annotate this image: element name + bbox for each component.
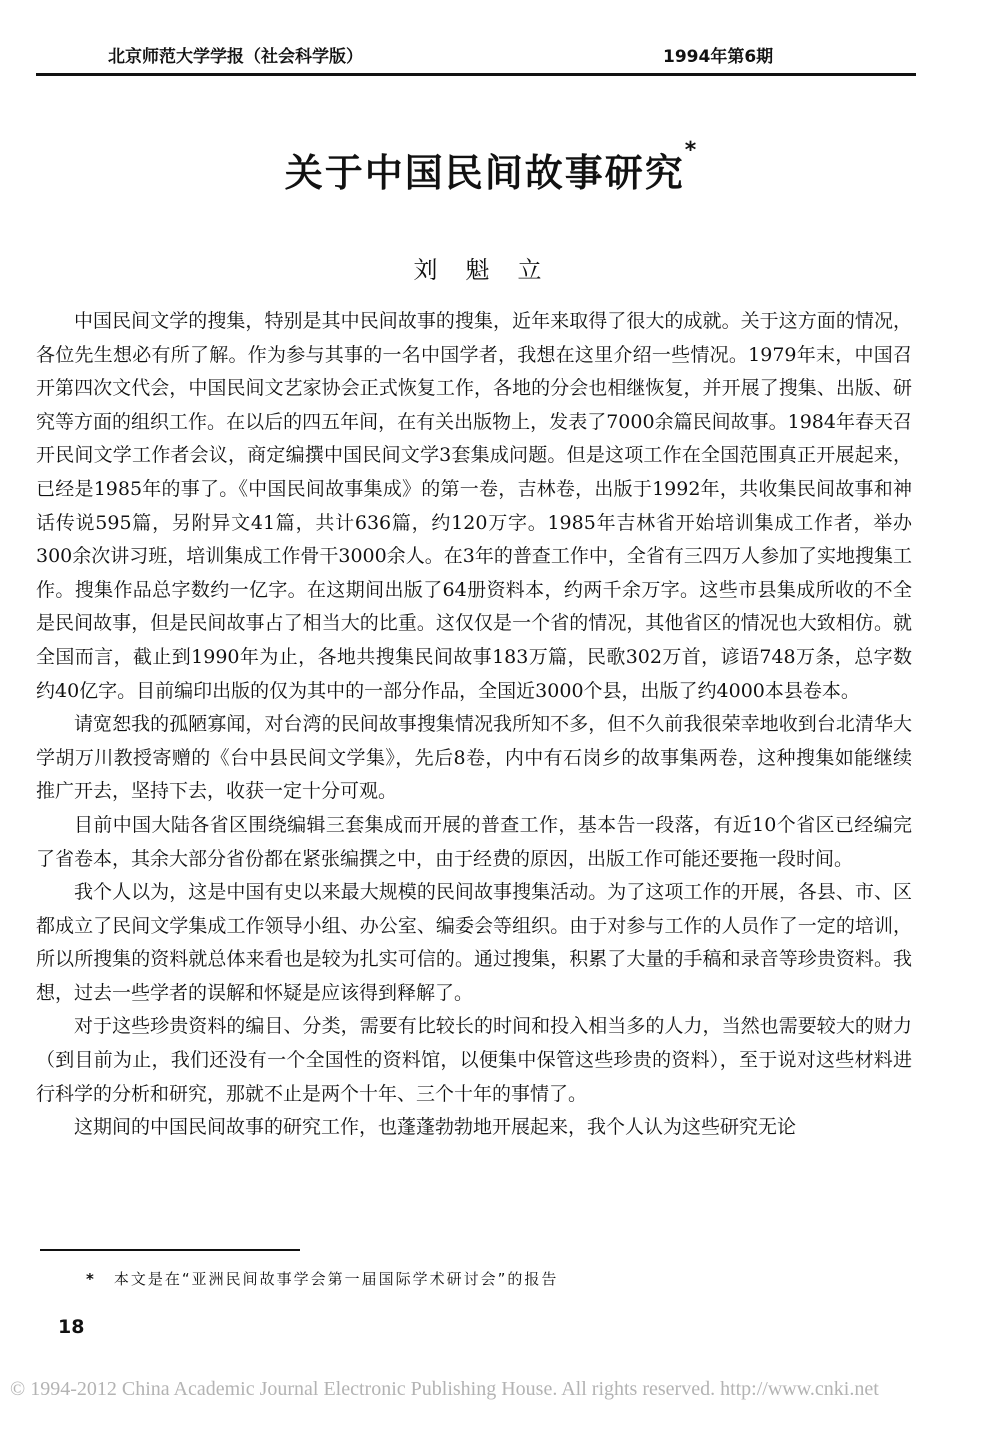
footnote (86, 1268, 558, 1289)
paragraph: 中国民间文学的搜集，特别是其中民间故事的搜集，近年来取得了很大的成就。关于这方面的情况，各位先生想必有所了解。作为参与其事的一名中国学者，我想在这里介绍一些情况。1979年末，中国召开第四次文代会，中国民间文艺家协会正式恢复工作，各地的分会也相继恢复，并开展了搜集、出版、研究等方面的组织工作。在以后的四五年间，在有关出版物上，发表了7000余篇民间故事。1984年春天召开民间文学工作者会议，商定编撰中国民间文学3套集成问题。但是这项工作在全国范围真正开展起来，已经是1985年的事了。《中国民间故事集成》的第一卷，吉林卷，出版于1992年，共收集民间故事和神话传说595篇，另附异文41篇，共计636篇，约120万字。1985年吉林省开始培训集成工作者，举办300余次讲习班，培训集成工作骨干3000余人。在3年的普查工作中，全省有三四万人参加了实地搜集工作。搜集作品总字数约一亿字。在这期间出版了64册资料本，约两千余万字。这些市县集成所收的不全是民间故事，但是民间故事占了相当大的比重。这仅仅是一个省的情况，其他省区的情况也大致相仿。就全国而言，截止到1990年为止，各地共搜集民间故事183万篇，民歌302万首，谚语748万条，总字数约40亿字。目前编印出版的仅为其中的一部分作品，全国近3000个县，出版了约4000本县卷本。 (36, 310, 912, 702)
paragraph: 对于这些珍贵资料的编目、分类，需要有比较长的时间和投入相当多的人力，当然也需要较大的财力（到目前为止，我们还没有一个全国性的资料馆，以便集中保管这些珍贵的资料），至于说对这些材料进行科学的分析和研究，那就不止是两个十年、三个十年的事情了。 (36, 1015, 912, 1105)
article-title (0, 138, 983, 197)
article-body (36, 305, 912, 1145)
journal-name: 北京师范大学学报（社会科学版） (108, 47, 363, 67)
footnote-rule (40, 1249, 300, 1251)
running-header (88, 42, 918, 72)
paragraph: 这期间的中国民间故事的研究工作，也蓬蓬勃勃地开展起来，我个人认为这些研究无论 (74, 1116, 797, 1139)
paragraph: 我个人以为，这是中国有史以来最大规模的民间故事搜集活动。为了这项工作的开展，各县、市、区都成立了民间文学集成工作领导小组、办公室、编委会等组织。由于对参与工作的人员作了一定的培训，所以所搜集的资料就总体来看也是较为扎实可信的。通过搜集，积累了大量的手稿和录音等珍贵资料。我想，过去一些学者的误解和怀疑是应该得到释解了。 (36, 881, 912, 1004)
paragraph: 请宽恕我的孤陋寡闻，对台湾的民间故事搜集情况我所知不多，但不久前我很荣幸地收到台北清华大学胡万川教授寄赠的《台中县民间文学集》，先后8卷，内中有石岗乡的故事集两卷，这种搜集如能继续推广开去，坚持下去，收获一定十分可观。 (36, 713, 912, 803)
title-footnote-marker: * (684, 138, 699, 163)
footnote-text: 本文是在“亚洲民间故事学会第一届国际学术研讨会”的报告 (113, 1270, 559, 1288)
article-title-text: 关于中国民间故事研究 (284, 151, 685, 195)
paragraph: 目前中国大陆各省区围绕编辑三套集成而开展的普查工作，基本告一段落，有近10个省区已经编完了省卷本，其余大部分省份都在紧张编撰之中，由于经费的原因，出版工作可能还要拖一段时间。 (36, 813, 912, 870)
issue-number: 1994年第6期 (663, 47, 774, 67)
page-number: 18 (58, 1316, 85, 1338)
footnote-marker: * (86, 1270, 96, 1288)
header-rule (36, 73, 916, 76)
copyright-watermark: © 1994-2012 China Academic Journal Electronic Publishing House. All rights reserved. http://www.cnki.net (10, 1378, 879, 1400)
author-name: 刘魁立 (413, 256, 570, 284)
